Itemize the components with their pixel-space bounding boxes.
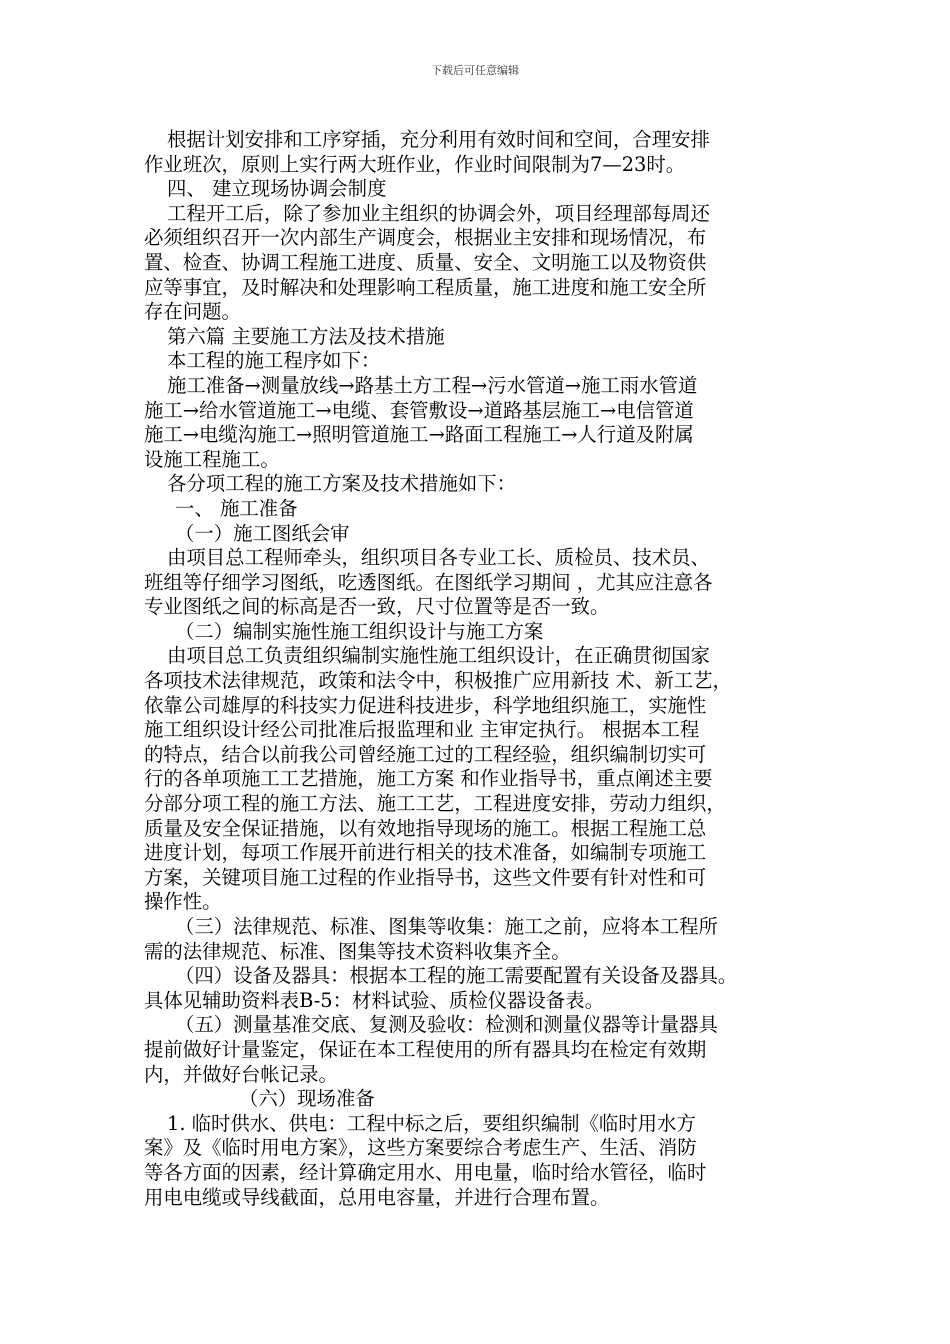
body-line: 应等事宜，及时解决和处理影响工程质量，施工进度和施工安全所 <box>144 275 707 299</box>
body-line: 具体见辅助资料表B-5：材料试验、质检仪器设备表。 <box>144 988 605 1012</box>
body-line: 分部分项工程的施工方法、施工工艺，工程进度安排，劳动力组织， <box>144 792 726 816</box>
body-line: 本工程的施工程序如下： <box>167 349 381 373</box>
body-line: （五）测量基准交底、复测及验收：检测和测量仪器等计量器具 <box>175 1013 718 1037</box>
body-line: （四）设备及器具：根据本工程的施工需要配置有关设备及器具。 <box>175 964 738 988</box>
body-line: 存在问题。 <box>144 300 241 324</box>
subsection-heading: （一）施工图纸会审 <box>175 521 350 545</box>
subsection-heading: （二）编制实施性施工组织设计与施工方案 <box>175 619 544 643</box>
body-line: 等各方面的因素，经计算确定用水、用电量，临时给水管径，临时 <box>144 1160 707 1184</box>
body-line: 提前做好计量鉴定，保证在本工程使用的所有器具均在检定有效期 <box>144 1037 707 1061</box>
body-line: 方案，关键项目施工过程的作业指导书，这些文件要有针对性和可 <box>144 865 707 889</box>
page-header: 下载后可任意编辑 <box>431 64 519 77</box>
body-line: 施工→电缆沟施工→照明管道施工→路面工程施工→人行道及附属 <box>144 423 694 447</box>
section-heading: 四、 建立现场协调会制度 <box>167 177 387 201</box>
body-line: 质量及安全保证措施，以有效地指导现场的施工。根据工程施工总 <box>144 816 707 840</box>
body-line: 由项目总工程师牵头，组织项目各专业工长、质检员、技术员、 <box>167 546 710 570</box>
body-line: 施工组织设计经公司批准后报监理和业 主审定执行。 根据本工程 <box>144 718 700 742</box>
body-line: 依靠公司雄厚的科技实力促进科技进步，科学地组织施工，实施性 <box>144 693 707 717</box>
body-line: 各分项工程的施工方案及技术措施如下： <box>167 472 517 496</box>
body-line: 内，并做好台帐记录。 <box>144 1062 338 1086</box>
section-heading: 一、 施工准备 <box>175 496 298 520</box>
body-line: 作业班次，原则上实行两大班作业，作业时间限制为7—23时。 <box>144 152 686 176</box>
body-line: 各项技术法律规范，政策和法令中，积极推广应用新技 术、新工艺， <box>144 669 732 693</box>
body-line: （三）法律规范、标准、图集等收集：施工之前，应将本工程所 <box>175 915 718 938</box>
body-line: 必须组织召开一次内部生产调度会，根据业主安排和现场情况，布 <box>144 226 707 250</box>
chapter-heading: 第六篇 主要施工方法及技术措施 <box>167 324 445 348</box>
body-line: 用电电缆或导线截面，总用电容量，并进行合理布置。 <box>144 1185 610 1209</box>
body-line: 工程开工后，除了参加业主组织的协调会外，项目经理部每周还 <box>167 201 710 225</box>
body-line: 案》及《临时用电方案》，这些方案要综合考虑生产、生活、消防 <box>144 1136 697 1160</box>
body-line: 需的法律规范、标准、图集等技术资料收集齐全。 <box>144 939 571 963</box>
body-line: 操作性。 <box>144 890 222 914</box>
body-line: 由项目总工负责组织编制实施性施工组织设计，在正确贯彻国家 <box>167 644 710 668</box>
body-line: 设施工程施工。 <box>144 447 280 471</box>
body-line: 施工准备→测量放线→路基土方工程→污水管道→施工雨水管道 <box>167 373 698 397</box>
body-line: 1. 临时供水、供电：工程中标之后，要组织编制《临时用水方 <box>167 1111 696 1135</box>
body-line: 根据计划安排和工序穿插，充分利用有效时间和空间，合理安排 <box>167 128 710 151</box>
body-line: 施工→给水管道施工→电缆、套管敷设→道路基层施工→电信管道 <box>144 398 694 422</box>
subsection-heading: （六）现场准备 <box>239 1087 375 1111</box>
body-line: 专业图纸之间的标高是否一致，尺寸位置等是否一致。 <box>144 595 610 619</box>
body-line: 班组等仔细学习图纸，吃透图纸。在图纸学习期间 ，尤其应注意各 <box>144 570 713 594</box>
body-line: 行的各单项施工工艺措施，施工方案 和作业指导书，重点阐述主要 <box>144 767 713 791</box>
document-body <box>144 128 816 1210</box>
body-line: 的特点，结合以前我公司曾经施工过的工程经验，组织编制切实可 <box>144 742 707 766</box>
body-line: 进度计划，每项工作展开前进行相关的技术准备，如编制专项施工 <box>144 841 707 865</box>
body-line: 置、检查、协调工程施工进度、质量、安全、文明施工以及物资供 <box>144 250 707 274</box>
